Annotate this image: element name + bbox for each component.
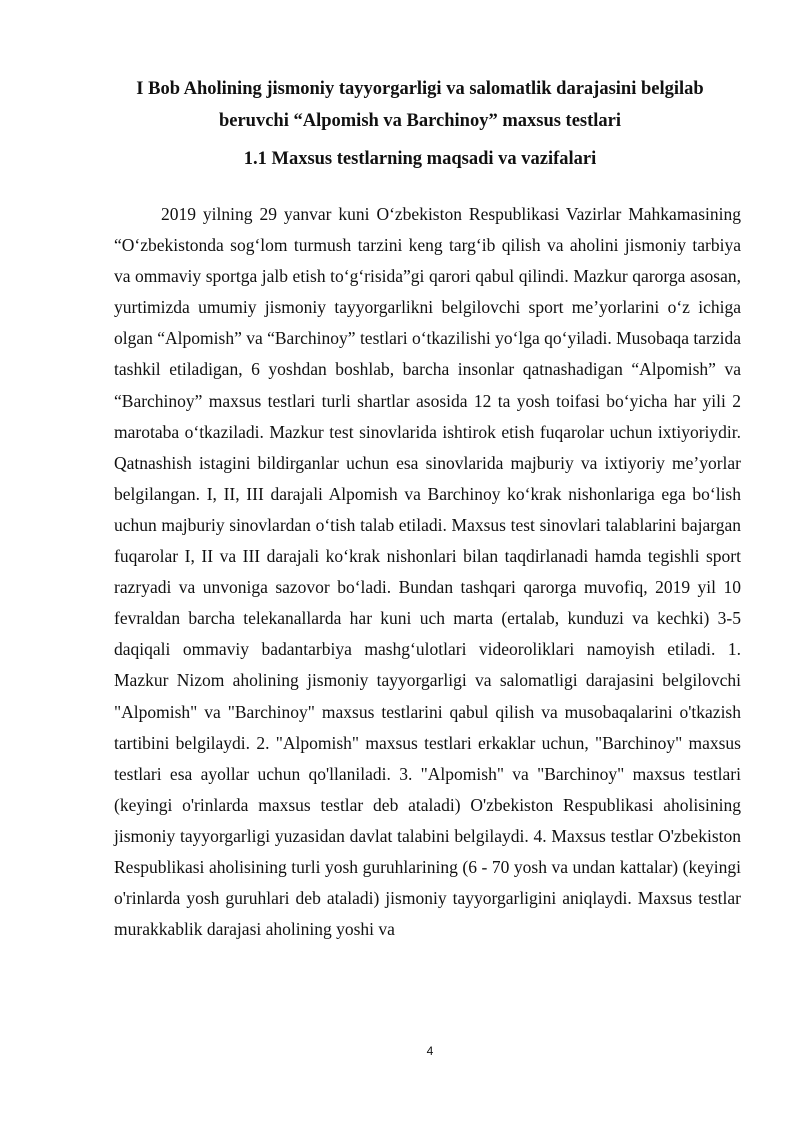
page-number: 4 [426,1044,434,1058]
chapter-title: I Bob Aholining jismoniy tayyorgarligi va salomatlik darajasini belgilab beruvchi “Alpomish va Barchinoy” maxsus testlari [136,79,704,131]
section-title: 1.1 Maxsus testlarning maqsadi va vazifalari [243,149,597,169]
body-paragraph: 2019 yilning 29 yanvar kuni O‘zbekiston Respublikasi Vazirlar Mahkamasining “O‘zbekistonda sog‘lom turmush tarzini keng targ‘ib qilish va aholini jismoniy tarbiya va ommaviy sportga jalb etish to‘g‘risida”gi qarori qabul qilindi. Mazkur qarorga asosan, yurtimizda umumiy jismoniy tayyorgarlikni belgilovchi sport me’yorlarini o‘z ichiga olgan “Alpomish” va “Barchinoy” testlari o‘tkazilishi yo‘lga qo‘yiladi. Musobaqa tarzida tashkil etiladigan, 6 yoshdan boshlab, barcha insonlar qatnashadigan “Alpomish” va “Barchinoy” maxsus testlari turli shartlar asosida 12 ta yosh toifasi bo‘yicha har yili 2 marotaba o‘tkaziladi. Mazkur test sinovlarida ishtirok etish fuqarolar uchun ixtiyoriydir. Qatnashish istagini bildirganlar uchun esa sinovlarida majburiy va ixtiyoriy me’yorlar belgilangan. I, II, III darajali Alpomish va Barchinoy ko‘krak nishonlariga ega bo‘lish uchun majburiy sinovlardan o‘tish talab etiladi. Maxsus test sinovlari talablarini bajargan fuqarolar I, II va III darajali ko‘krak nishonlari bilan taqdirlanadi hamda tegishli sport razryadi va unvoniga sazovor bo‘ladi. Bundan tashqari qarorga muvofiq, 2019 yil 10 fevraldan barcha telekanallarda har kuni uch marta (ertalab, kunduzi va kechki) 3-5 daqiqali ommaviy badantarbiya mashg‘ulotlari videoroliklari namoyish etiladi. 1. Mazkur Nizom aholining jismoniy tayyorgarligi va salomatligi darajasini belgilovchi "Alpomish" va "Barchinoy" maxsus testlarini qabul qilish va musobaqalarini o'tkazish tartibini belgilaydi. 2. "Alpomish" maxsus testlari erkaklar uchun, "Barchinoy" maxsus testlari esa ayollar uchun qo'llaniladi. 3. "Alpomish" va "Barchinoy" maxsus testlari (keyingi o'rinlarda maxsus testlar deb ataladi) O'zbekiston Respublikasi aholisining jismoniy tayyorgarligi yuzasidan davlat talabini belgilaydi. 4. Maxsus testlar O'zbekiston Respublikasi aholisining turli yosh guruhlarining (6 - 70 yosh va undan kattalar) (keyingi o'rinlarda yosh guruhlari deb ataladi) jismoniy tayyorgarligini aniqlaydi. Maxsus testlar murakkablik darajasi aholining yoshi va [114,204,741,940]
